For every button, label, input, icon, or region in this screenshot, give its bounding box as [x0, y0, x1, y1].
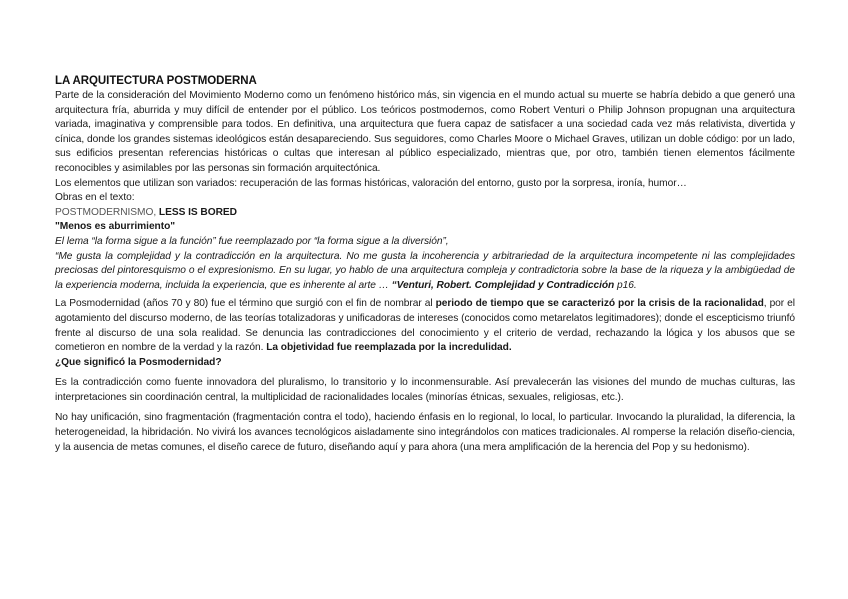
postmodernismo-line: [55, 206, 795, 221]
quote-page: p16.: [617, 279, 637, 291]
question-text: ¿Que significó la Posmodernidad?: [55, 356, 222, 368]
lema-line: [55, 235, 795, 250]
intro-paragraph: Parte de la consideración del Movimiento Moderno como un fenómeno histórico más, sin vigencia en el mundo actual su muerte se habría debido a que generó una arquitectura fría, aburrida y muy difícil de entender por el público. Los teóricos postmodernos, como Robert Venturi o Philip Johnson propugnan una arquitectura variada, imaginativa y comprensible para todos. En definitiva, una arquitectura que fuera capaz de satisfacer a una sociedad cada vez más relativista, divertida y cínica, donde los grandes sistemas ideológicos están desapareciendo. Sus seguidores, como Charles Moore o Michael Graves, utilizan un doble código: por un lado, sus edificios presentan referencias históricas o cultas que interesan al público especializado, mientras que, por otro, también tienen elementos fácilmente reconocibles y asimilables por las personas sin formación arquitectónica.: [55, 90, 795, 174]
menos-line: [55, 220, 795, 235]
unificacion-paragraph: No hay unificación, sino fragmentación (fragmentación contra el todo), haciendo énfasis en lo regional, lo local, lo particular. Invocando la pluralidad, la diferencia, la heterogeneidad, la hibridación. No vivirá los avances tecnológicos aisladamente sino integrándolos con matices tradicionales. Al romperse la relación diseño-ciencia, y la ausencia de metas comunes, el diseño carece de futuro, diseñando aquí y para ahora (una mera amplificación de la herencia del Pop y su hedonismo).: [55, 412, 795, 453]
lema-text: El lema “la forma sigue a la función” fue reemplazado por “la forma sigue a la diversión”,: [55, 235, 449, 247]
document-title: LA ARQUITECTURA POSTMODERNA: [55, 75, 257, 87]
obras-line: Obras en el texto:: [55, 192, 135, 204]
posmodernidad-paragraph: [55, 297, 795, 355]
contradiccion-paragraph: Es la contradicción como fuente innovadora del pluralismo, lo transitorio y lo inconmensurable. Así prevalecerán las visiones del mundo de muchas culturas, las interpretaciones sin coordinación central, la multiplicidad de racionalidades locales (minorías étnicas, sexuales, religiosas, etc.).: [55, 377, 795, 403]
elements-line: Los elementos que utilizan son variados: recuperación de las formas históricas, valoración del entorno, gusto por la sorpresa, ironía, humor…: [55, 177, 687, 189]
menos-es-aburrimiento: "Menos es aburrimiento": [55, 221, 176, 233]
quote-citation: “Venturi, Robert. Complejidad y Contradicción: [391, 279, 615, 291]
posmod-text-2: , por el agotamiento del discurso moderno, de las teorías totalizadoras y unificadoras de intereses (conocidos como metarelatos legitimadores); donde el escepticismo triunfó frente al discurso de una sola realidad. Se denuncia las contradicciones del conocimiento y el criterio de verdad, rechazando la lógica y los abusos que se cometieron en nombre de la verdad y la razón.: [55, 298, 796, 354]
question-heading: [55, 356, 795, 371]
venturi-quote: [55, 250, 795, 294]
less-is-bored: LESS IS BORED: [158, 206, 237, 218]
postmodernismo-label: POSTMODERNISMO,: [55, 206, 159, 218]
posmod-bold-2: La objetividad fue reemplazada por la incredulidad.: [266, 342, 512, 354]
posmod-text-1: La Posmodernidad (años 70 y 80) fue el término que surgió con el fin de nombrar al: [55, 298, 436, 310]
document-body: [55, 74, 795, 455]
posmod-bold-1: periodo de tiempo que se caracterizó por la crisis de la racionalidad: [435, 298, 764, 310]
quote-text: “Me gusta la complejidad y la contradicción en la arquitectura. No me gusta la incoherencia y arbitrariedad de la arquitectura incompetente ni las complejidades preciosas del pintoresquismo o el expresionismo. En su lugar, yo hablo de una arquitectura compleja y contradictoria sobre la base de la riqueza y la ambigüedad de la experiencia moderna, incluida la experiencia, que es inherente al arte …: [55, 250, 795, 291]
